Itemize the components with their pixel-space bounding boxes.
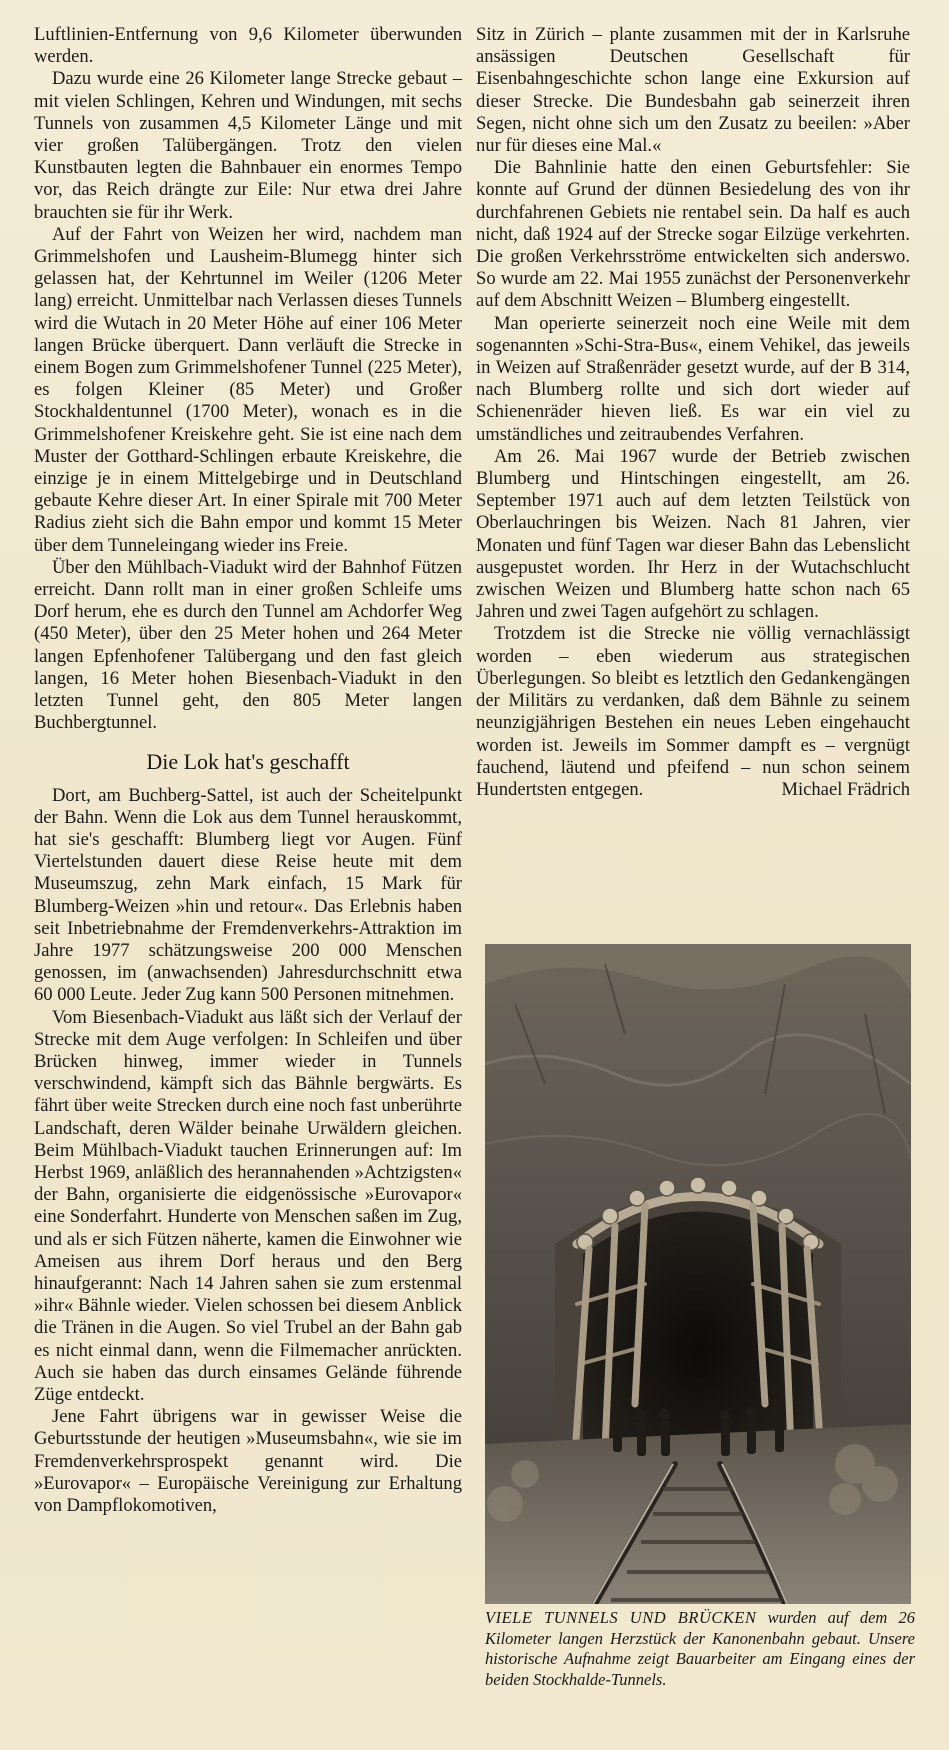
author-byline: Michael Frädrich — [781, 778, 910, 800]
section-subheading: Die Lok hat's geschafft — [146, 748, 350, 774]
paragraph: Vom Biesenbach-Viadukt aus läßt sich der Verlauf der Strecke mit dem Auge verfolgen: In Schleifen und über Brücken hinweg, immer wieder in Tunnels verschwindend, kämpft sich das Bähnle bergwärts. Es fährt über weite Strecken durch eine noch fast unberührte Landschaft, deren Wälder beinahe Urwäldern gleichen. Beim Mühlbach-Viadukt tauchen Erinnerungen auf: Im Herbst 1969, anläßlich des herannahenden »Achtzigsten« der Bahn, organisierte die eidgenössische »Eurovapor« eine Sonderfahrt. Hunderte von Menschen saßen im Zug, und als er sich Fützen näherte, kamen die Einwohner wie Ameisen aus ihrem Dorf heraus und den Berg hinaufgerannt: Nach 14 Jahren sahen sie zum erstenmal »ihr« Bähnle wieder. Vielen schossen bei diesem Anblick die Tränen in die Augen. So viel Trubel an der Bahn gab es nicht einmal dann, wenn die Filmemacher anrückten. Auch sie haben das durch einsames Gelände führende Züge entdeckt. — [34, 1006, 462, 1405]
article-column-right — [476, 24, 910, 801]
paragraph: Luftlinien-Entfernung von 9,6 Kilometer überwunden werden. — [34, 24, 462, 68]
photo-caption — [485, 1608, 915, 1690]
paragraph: Dort, am Buchberg-Sattel, ist auch der Scheitelpunkt der Bahn. Wenn die Lok aus dem Tunnel herauskommt, hat sie's geschafft: Blumberg liegt vor Augen. Fünf Viertelstunden dauert diese Reise heute mit dem Museumszug, zehn Mark einfach, 15 Mark für Blumberg-Weizen »hin und retour«. Das Erlebnis haben seit Inbetriebnahme der Fremdenverkehrs-Attraktion im Jahre 1977 schätzungsweise 200 000 Menschen genossen, im (anwachsenden) Jahresdurchschnitt etwa 60 000 Leute. Jeder Zug kann 500 Personen mitnehmen. — [34, 784, 462, 1006]
tunnel-photo-illustration — [485, 944, 911, 1604]
paragraph: Über den Mühlbach-Viadukt wird der Bahnhof Fützen erreicht. Dann rollt man in einer großen Schleife ums Dorf herum, ehe es durch den Tunnel am Achdorfer Weg (450 Meter), über den 25 Meter hohen und 264 Meter langen Epfenhofener Talübergang und den fast gleich langen, 16 Meter hohen Biesenbach-Viadukt in den letzten Tunnel geht, den 805 Meter langen Buchbergtunnel. — [34, 556, 462, 734]
paragraph: Dazu wurde eine 26 Kilometer lange Strecke gebaut – mit vielen Schlingen, Kehren und Windungen, mit sechs Tunnels von zusammen 4,5 Kilometer Länge und mit vier großen Talübergängen. Trotz den vielen Kunstbauten legten die Bahnbauer ein enormes Tempo vor, das Reich drängte zur Eile: Nur etwa drei Jahre brauchten sie für ihr Werk. — [34, 68, 462, 223]
historic-tunnel-photo — [485, 944, 911, 1604]
paragraph — [476, 623, 910, 801]
paragraph: Man operierte seinerzeit noch eine Weile mit dem sogenannten »Schi-Stra-Bus«, einem Vehikel, das jeweils in Weizen auf Straßenräder gesetzt wurde, auf der B 314, nach Blumberg rollte und sich dort wieder auf Schienenräder hieven ließ. Es war ein viel zu umständliches und zeitraubendes Verfahren. — [476, 312, 910, 445]
article-column-left — [34, 24, 462, 1517]
caption-lead: VIELE TUNNELS UND BRÜCKEN — [485, 1608, 757, 1627]
paragraph: Auf der Fahrt von Weizen her wird, nachdem man Grimmelshofen und Lausheim-Blumegg hinter sich gelassen hat, der Kehrtunnel im Weiler (1206 Meter lang) erreicht. Unmittelbar nach Verlassen dieses Tunnels wird die Wutach in 20 Meter Höhe auf einer 106 Meter langen Brücke überquert. Dann verläuft die Strecke in einem Bogen zum Grimmelshofener Tunnel (225 Meter), es folgen Kleiner (85 Meter) und Großer Stockhaldentunnel (1700 Meter), wonach es in die Grimmelshofener Kreiskehre geht. Sie ist eine nach dem Muster der Gotthard-Schlingen erbaute Kreiskehre, die einzige je in einem Mittelgebirge und in Deutschland gebaute Kehre dieser Art. In einer Spirale mit 700 Meter Radius zieht sich die Bahn empor und kommt 15 Meter über dem Tunneleingang wieder ins Freie. — [34, 223, 462, 556]
caption-text: wurden auf dem 26 Kilometer langen Herzstück der Kanonenbahn gebaut. Unsere historische Aufnahme zeigt Bauarbeiter am Eingang eines der beiden Stockhalde-Tunnels. — [485, 1608, 915, 1689]
paragraph: Am 26. Mai 1967 wurde der Betrieb zwischen Blumberg und Hintschingen eingestellt, am 26. September 1971 auch auf dem letzten Teilstück von Oberlauchringen bis Weizen. Nach 81 Jahren, vier Monaten und fünf Tagen war dieser Bahn das Lebenslicht ausgepustet worden. Ihr Herz in der Wutachschlucht zwischen Weizen und Blumberg hatte schon nach 65 Jahren und zwei Tagen aufgehört zu schlagen. — [476, 445, 910, 623]
paragraph: Sitz in Zürich – plante zusammen mit der in Karlsruhe ansässigen Deutschen Gesellschaft für Eisenbahngeschichte schon lange eine Exkursion auf dieser Strecke. Die Bundesbahn gab seinerzeit ihren Segen, nicht ohne sich um den Zusatz zu beeilen: »Aber nur für dieses eine Mal.« — [476, 24, 910, 157]
paragraph: Jene Fahrt übrigens war in gewisser Weise die Geburtsstunde der heutigen »Museumsbahn«, wie sie im Fremdenverkehrsprospekt genannt wird. Die »Eurovapor« – Europäische Vereinigung zur Erhaltung von Dampflokomotiven, — [34, 1406, 462, 1516]
paragraph: Die Bahnlinie hatte den einen Geburtsfehler: Sie konnte auf Grund der dünnen Besiedelung des von ihr durchfahrenen Gebiets nie rentabel sein. Da half es auch nicht, daß 1924 auf der Strecke sogar Eilzüge verkehrten. Die großen Verkehrsströme entwickelten sich anderswo. So wurde am 22. Mai 1955 zunächst der Personenverkehr auf dem Abschnitt Weizen – Blumberg eingestellt. — [476, 157, 910, 312]
paragraph-text: Trotzdem ist die Strecke nie völlig vernachlässigt worden – eben wiederum aus strategischen Überlegungen. So bleibt es letztlich den Gedankengängen der Militärs zu verdanken, daß dem Bähnle zu seinem neunzigjährigen Bestehen ein neues Leben eingehaucht worden ist. Jeweils im Sommer dampft es – vergnügt fauchend, läutend und pfeifend – nun schon seinem Hundertsten entgegen. — [476, 623, 910, 800]
